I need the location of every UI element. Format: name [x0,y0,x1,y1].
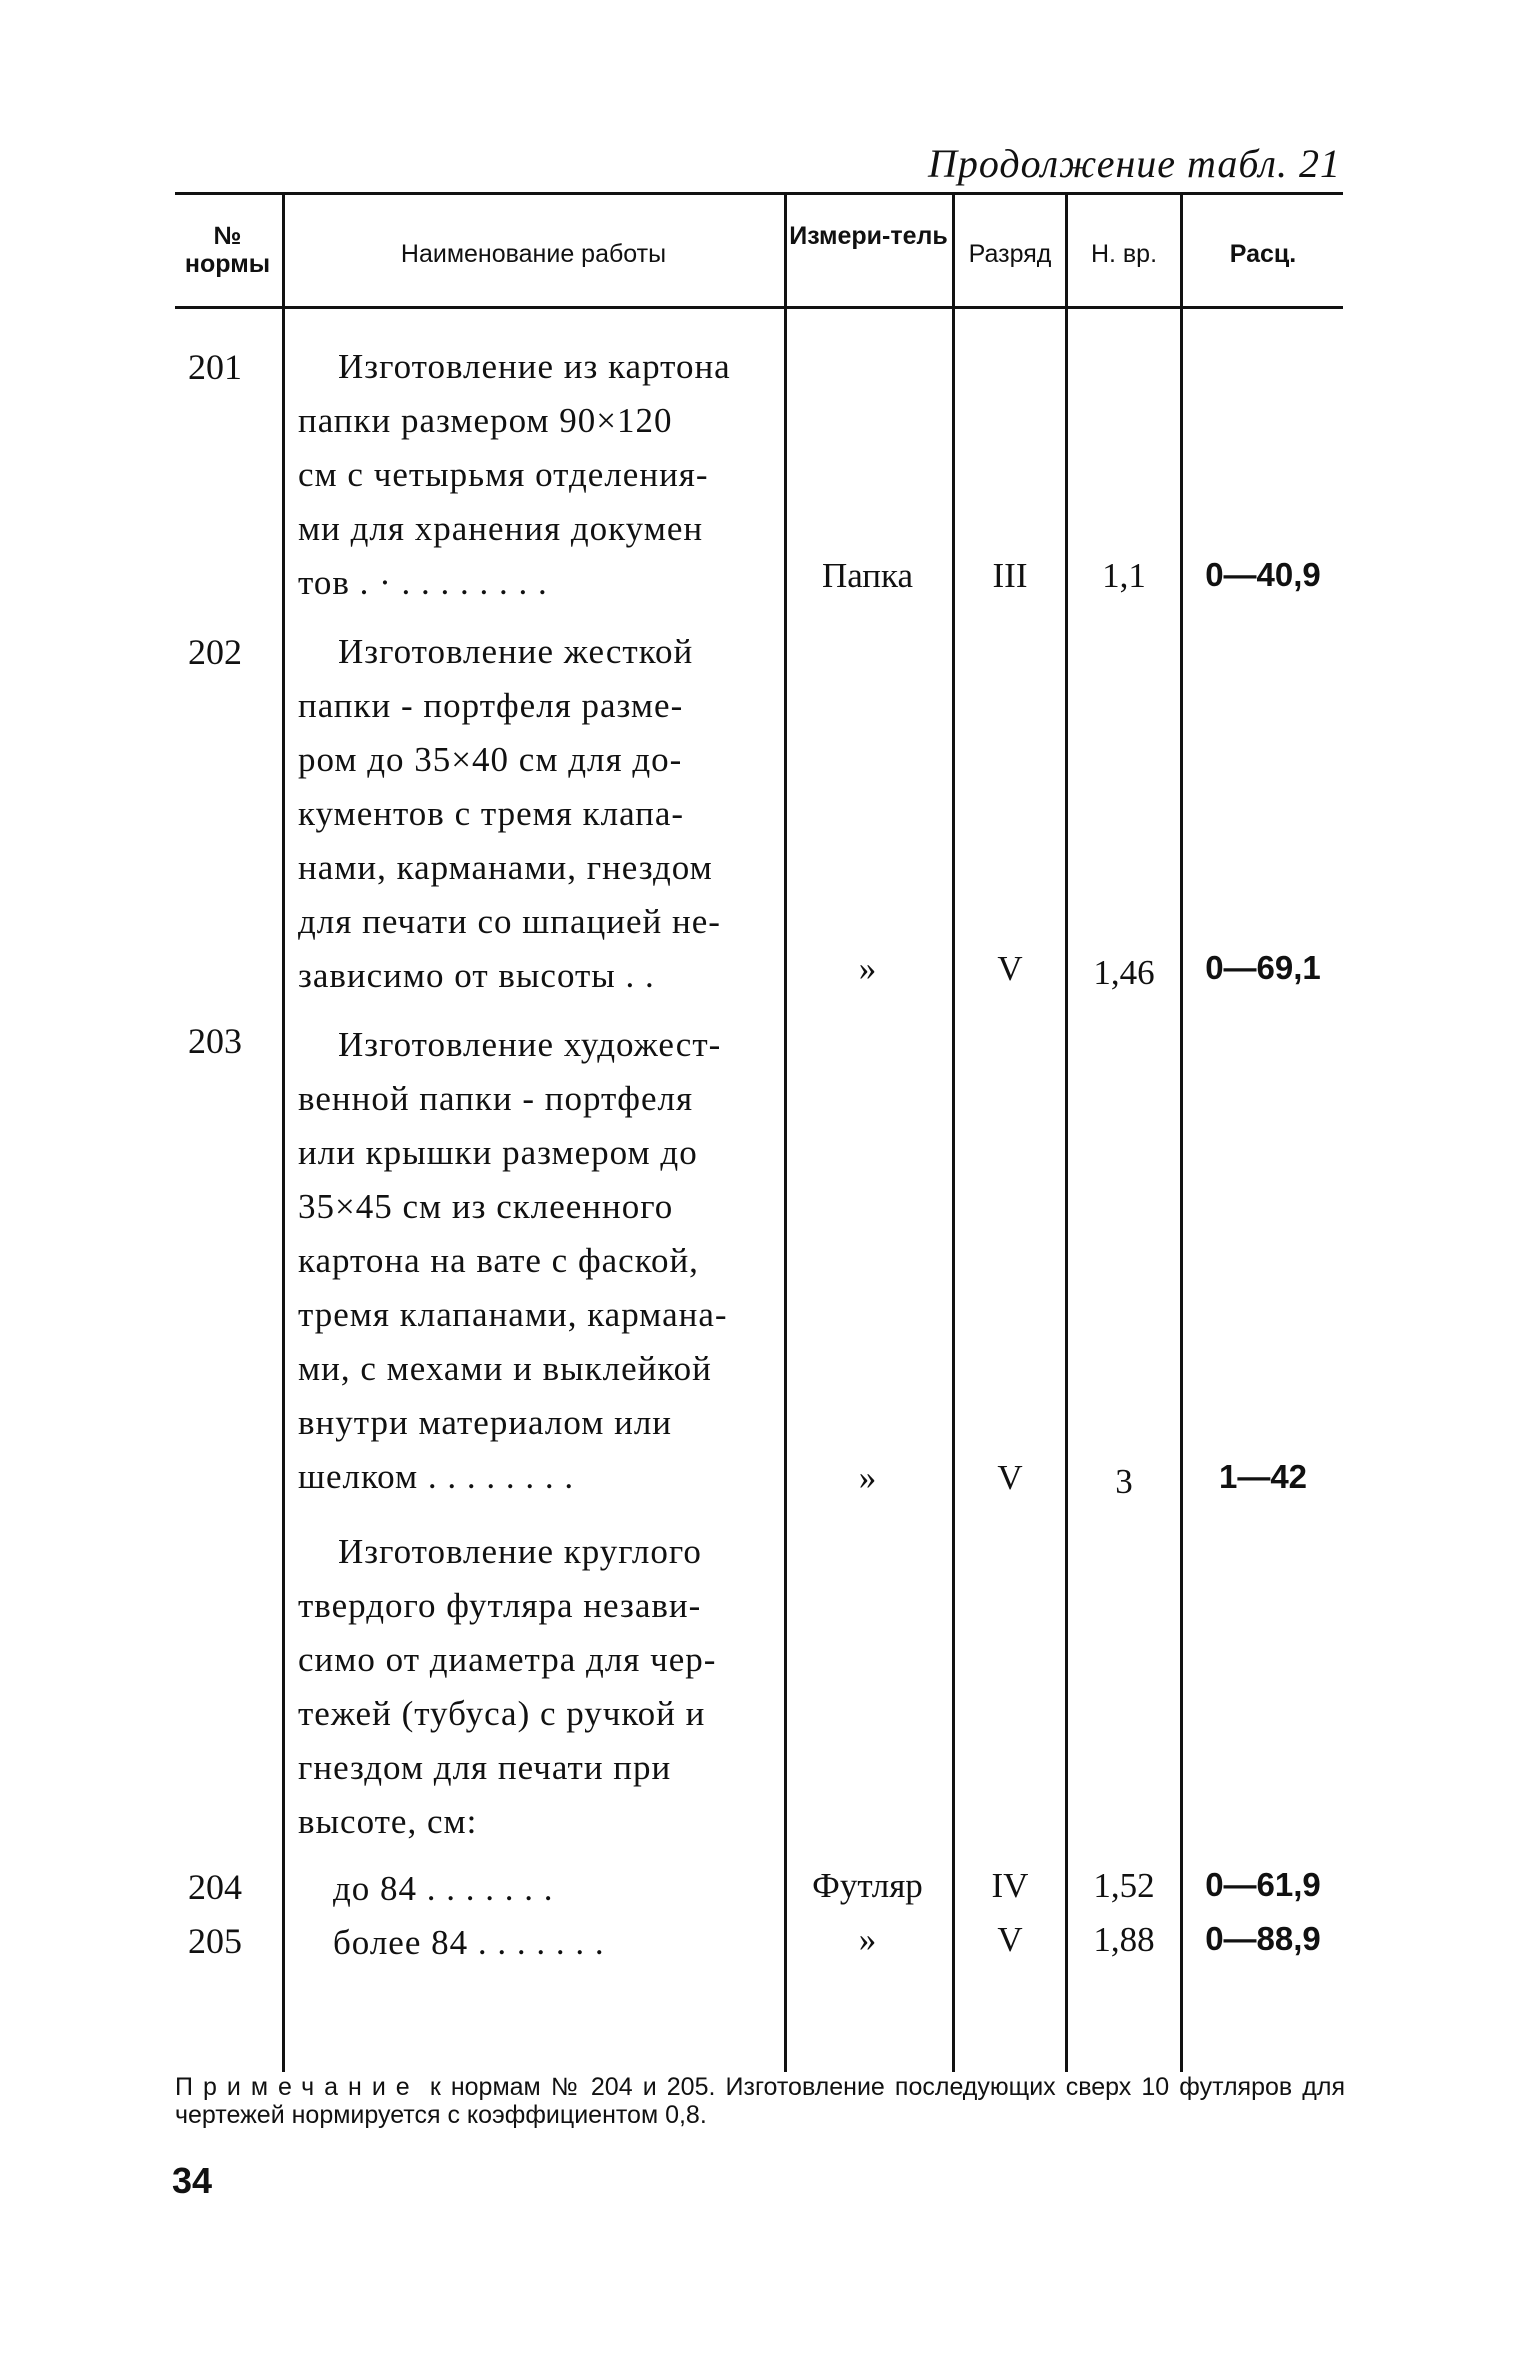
header-rate: Расц. [1229,240,1297,268]
description-line: ром до 35×40 см для до- [298,740,683,779]
description-line: Изготовление жесткой [338,632,694,671]
description-line: симо от диаметра для чер- [298,1640,717,1679]
hours-cell: 3 [1115,1462,1133,1501]
description-line: см с четырьмя отделения- [298,455,709,494]
description-line: Изготовление из картона [338,347,731,386]
rate-cell: 0—40,9 [1205,556,1321,593]
description-line: кументов с тремя клапа- [298,794,685,833]
header-num: № нормы [184,222,271,278]
header-hours: Н. вр. [1090,240,1158,268]
description-line: Изготовление художест- [338,1025,722,1064]
grade-cell: V [997,1458,1023,1497]
column-divider-hours [1180,192,1183,2072]
table-top-rule [175,192,1343,195]
unit-cell: Футляр [812,1866,923,1905]
unit-cell: Папка [821,556,914,595]
description-line: высоте, см: [298,1802,478,1841]
column-divider-unit [952,192,955,2072]
description-line: папки размером 90×120 [298,401,673,440]
norm-number: 201 [188,347,242,387]
description-line: до 84 . . . . . . . [333,1869,554,1908]
table-footnote [175,2073,1345,2129]
table-caption: Продолжение табл. 21 [927,141,1341,186]
description-line: тов . · . . . . . . . . [298,563,548,602]
page-number: 34 [172,2160,213,2201]
description-line: венной папки - портфеля [298,1079,694,1118]
footnote-lead: Примечание [175,2073,420,2101]
description-line: зависимо от высоты . . [298,956,655,995]
header-name: Наименование работы [400,240,667,268]
header-unit: Измери-тель [789,222,948,250]
work-description [298,1018,776,1504]
description-line: для печати со шпацией не- [298,902,721,941]
norm-number: 202 [188,632,242,672]
work-description [298,1862,776,1916]
grade-cell: V [997,949,1023,988]
column-divider-grade [1065,192,1068,2072]
work-description [298,1525,776,1849]
norm-number: 203 [188,1021,242,1061]
description-line: 35×45 см из склеенного [298,1187,674,1226]
description-line: более 84 . . . . . . . [333,1923,605,1962]
description-line: шелком . . . . . . . . [298,1457,575,1496]
hours-cell: 1,1 [1102,556,1146,595]
description-line: папки - портфеля разме- [298,686,684,725]
norm-number: 205 [188,1921,242,1961]
rate-cell: 1—42 [1218,1458,1308,1495]
description-line: ми для хранения докумен [298,509,704,548]
description-line: тремя клапанами, кармана- [298,1295,728,1334]
grade-cell: V [997,1920,1023,1959]
unit-cell: » [858,949,877,988]
description-line: или крышки размером до [298,1133,698,1172]
rate-cell: 0—88,9 [1205,1920,1321,1957]
unit-cell: » [858,1458,877,1497]
description-line: тежей (тубуса) с ручкой и [298,1694,706,1733]
unit-cell: » [858,1920,877,1959]
work-description [298,1916,776,1970]
description-line: нами, карманами, гнездом [298,848,713,887]
grade-cell: III [992,556,1028,595]
rate-cell: 0—61,9 [1205,1866,1321,1903]
header-bottom-rule [175,306,1343,309]
description-line: твердого футляра незави- [298,1586,702,1625]
hours-cell: 1,52 [1093,1866,1155,1905]
hours-cell: 1,88 [1093,1920,1155,1959]
norm-number: 204 [188,1867,242,1907]
header-grade: Разряд [968,240,1052,268]
description-line: гнездом для печати при [298,1748,672,1787]
work-description [298,340,776,610]
column-divider-num [282,192,285,2072]
work-description [298,625,776,1003]
rate-cell: 0—69,1 [1205,949,1321,986]
grade-cell: IV [991,1866,1029,1905]
description-line: картона на вате с фаской, [298,1241,699,1280]
column-divider-name [784,192,787,2072]
description-line: ми, с мехами и выклейкой [298,1349,712,1388]
description-line: Изготовление круглого [338,1532,702,1571]
hours-cell: 1,46 [1093,953,1155,992]
footnote-text: к нормам № 204 и 205. Изготовление последующих сверх 10 футляров для чертежей нормируется с коэффициентом 0,8. [175,2073,1345,2129]
description-line: внутри материалом или [298,1403,673,1442]
